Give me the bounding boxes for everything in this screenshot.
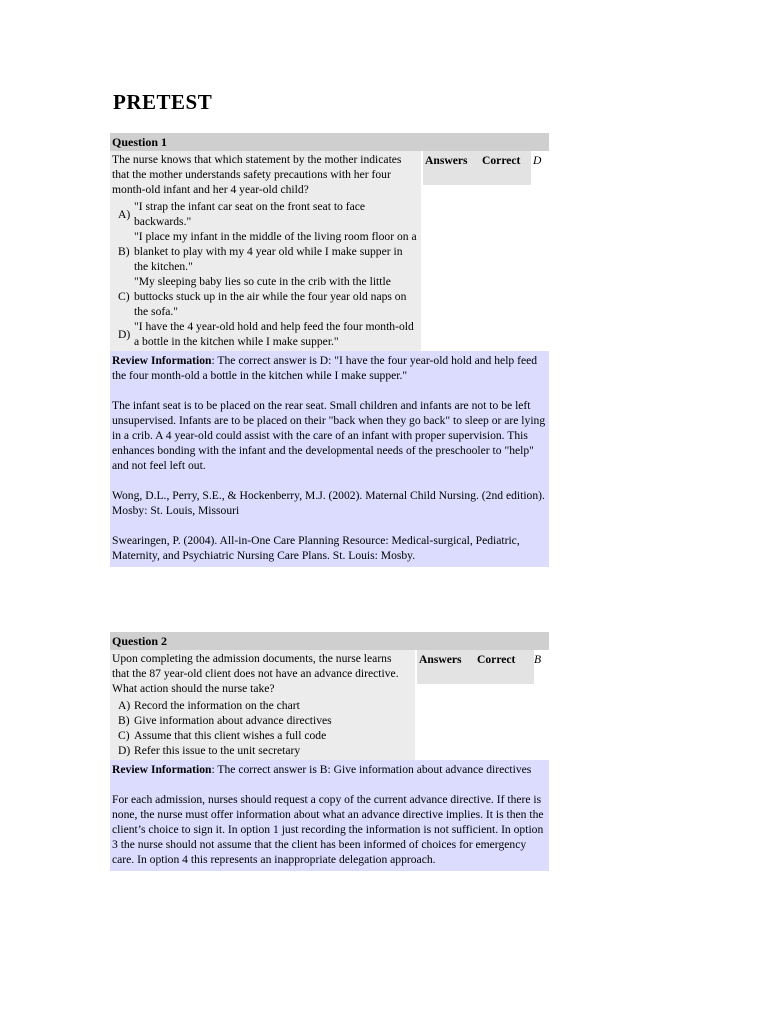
option-letter: A) bbox=[118, 207, 131, 221]
option-d[interactable] bbox=[112, 319, 417, 349]
option-letter: C) bbox=[118, 729, 130, 742]
option-a[interactable] bbox=[112, 698, 411, 713]
answers-label: Answers bbox=[419, 653, 462, 666]
review-label: Review Information bbox=[112, 763, 212, 776]
option-text: Refer this issue to the unit secretary bbox=[134, 744, 301, 757]
option-d[interactable] bbox=[112, 743, 411, 758]
question-stem: Upon completing the admission documents, the nurse learns that the 87 year-old client does not have an advance directive. What action should the nurse take? bbox=[112, 652, 399, 695]
question-header: Question 1 bbox=[110, 133, 549, 151]
answer-panel bbox=[417, 650, 542, 684]
answer-box bbox=[423, 151, 531, 185]
option-b[interactable] bbox=[112, 229, 417, 274]
option-c[interactable] bbox=[112, 728, 411, 743]
option-text: "I strap the infant car seat on the front seat to face backwards." bbox=[134, 200, 366, 228]
option-text: "My sleeping baby lies so cute in the crib with the little buttocks stuck up in the air while the four year old naps on the sofa." bbox=[134, 275, 407, 318]
option-b[interactable] bbox=[112, 713, 411, 728]
review-information bbox=[110, 760, 549, 871]
review-intro bbox=[112, 353, 547, 383]
option-a[interactable] bbox=[112, 199, 417, 229]
option-letter: C) bbox=[118, 290, 130, 303]
review-reference: Wong, D.L., Perry, S.E., & Hockenberry, M.J. (2002). Maternal Child Nursing. (2nd edition). Mosby: St. Louis, Missouri bbox=[112, 489, 545, 517]
correct-label: Correct bbox=[482, 154, 521, 167]
answer-panel bbox=[423, 151, 542, 185]
review-label: Review Information bbox=[112, 354, 212, 367]
review-reference: Swearingen, P. (2004). All-in-One Care Planning Resource: Medical-surgical, Pediatric, Maternity, and Psychiatric Nursing Care Plans. St. Louis: Mosby. bbox=[112, 534, 520, 562]
option-text: "I place my infant in the middle of the living room floor on a blanket to play with my 4 year old while I make supper in the kitchen." bbox=[134, 230, 417, 273]
question-block-2 bbox=[110, 632, 549, 871]
question-header: Question 2 bbox=[110, 632, 549, 650]
answer-box bbox=[417, 650, 534, 684]
review-intro-text: : The correct answer is B: Give information about advance directives bbox=[211, 763, 532, 776]
option-c[interactable] bbox=[112, 274, 417, 319]
correct-answer-value: D bbox=[533, 154, 542, 167]
question-stem: The nurse knows that which statement by the mother indicates that the mother understands safety precautions with her four month-old infant and her 4 year-old child? bbox=[112, 153, 402, 196]
question-body bbox=[110, 650, 549, 760]
question-block-1 bbox=[110, 133, 549, 567]
page-title: PRETEST bbox=[113, 90, 213, 114]
question-content bbox=[110, 151, 421, 351]
answers-label: Answers bbox=[425, 154, 468, 167]
option-letter: A) bbox=[118, 699, 131, 712]
review-paragraph: For each admission, nurses should request a copy of the current advance directive. If there is none, the nurse must offer information about what an advance directive implies. It is then the client’s choice to sign it. In option 1 just recording the information is not sufficient. In option 3 the nurse should not assume that the client has been informed of choices for emergency care. In option 4 this represents an inappropriate delegation approach. bbox=[112, 793, 544, 866]
option-text: "I have the 4 year-old hold and help feed the four month-old a bottle in the kitchen while I make supper." bbox=[134, 320, 414, 348]
review-intro-text: : The correct answer is D: "I have the four year-old hold and help feed the four month-old a bottle in the kitchen while I make supper." bbox=[112, 354, 538, 382]
question-content bbox=[110, 650, 415, 760]
correct-label: Correct bbox=[477, 653, 516, 666]
option-letter: B) bbox=[118, 245, 130, 258]
correct-answer-value: B bbox=[534, 653, 542, 666]
option-text: Record the information on the chart bbox=[134, 699, 300, 712]
review-paragraph: The infant seat is to be placed on the rear seat. Small children and infants are not to be left unsupervised. Infants are to be placed on their "back when they go back" to sleep or are lying in a crib. A 4 year-old could assist with the care of an infant with proper supervision. This enhances bonding with the infant and the developmental needs of the preschooler to "help" and not feel left out. bbox=[112, 399, 546, 472]
option-letter: B) bbox=[118, 714, 130, 727]
question-body bbox=[110, 151, 549, 351]
option-letter: D) bbox=[118, 327, 131, 341]
option-letter: D) bbox=[118, 744, 131, 757]
option-text: Give information about advance directives bbox=[134, 714, 332, 727]
review-information bbox=[110, 351, 549, 567]
review-intro bbox=[112, 762, 547, 777]
option-text: Assume that this client wishes a full code bbox=[134, 729, 327, 742]
